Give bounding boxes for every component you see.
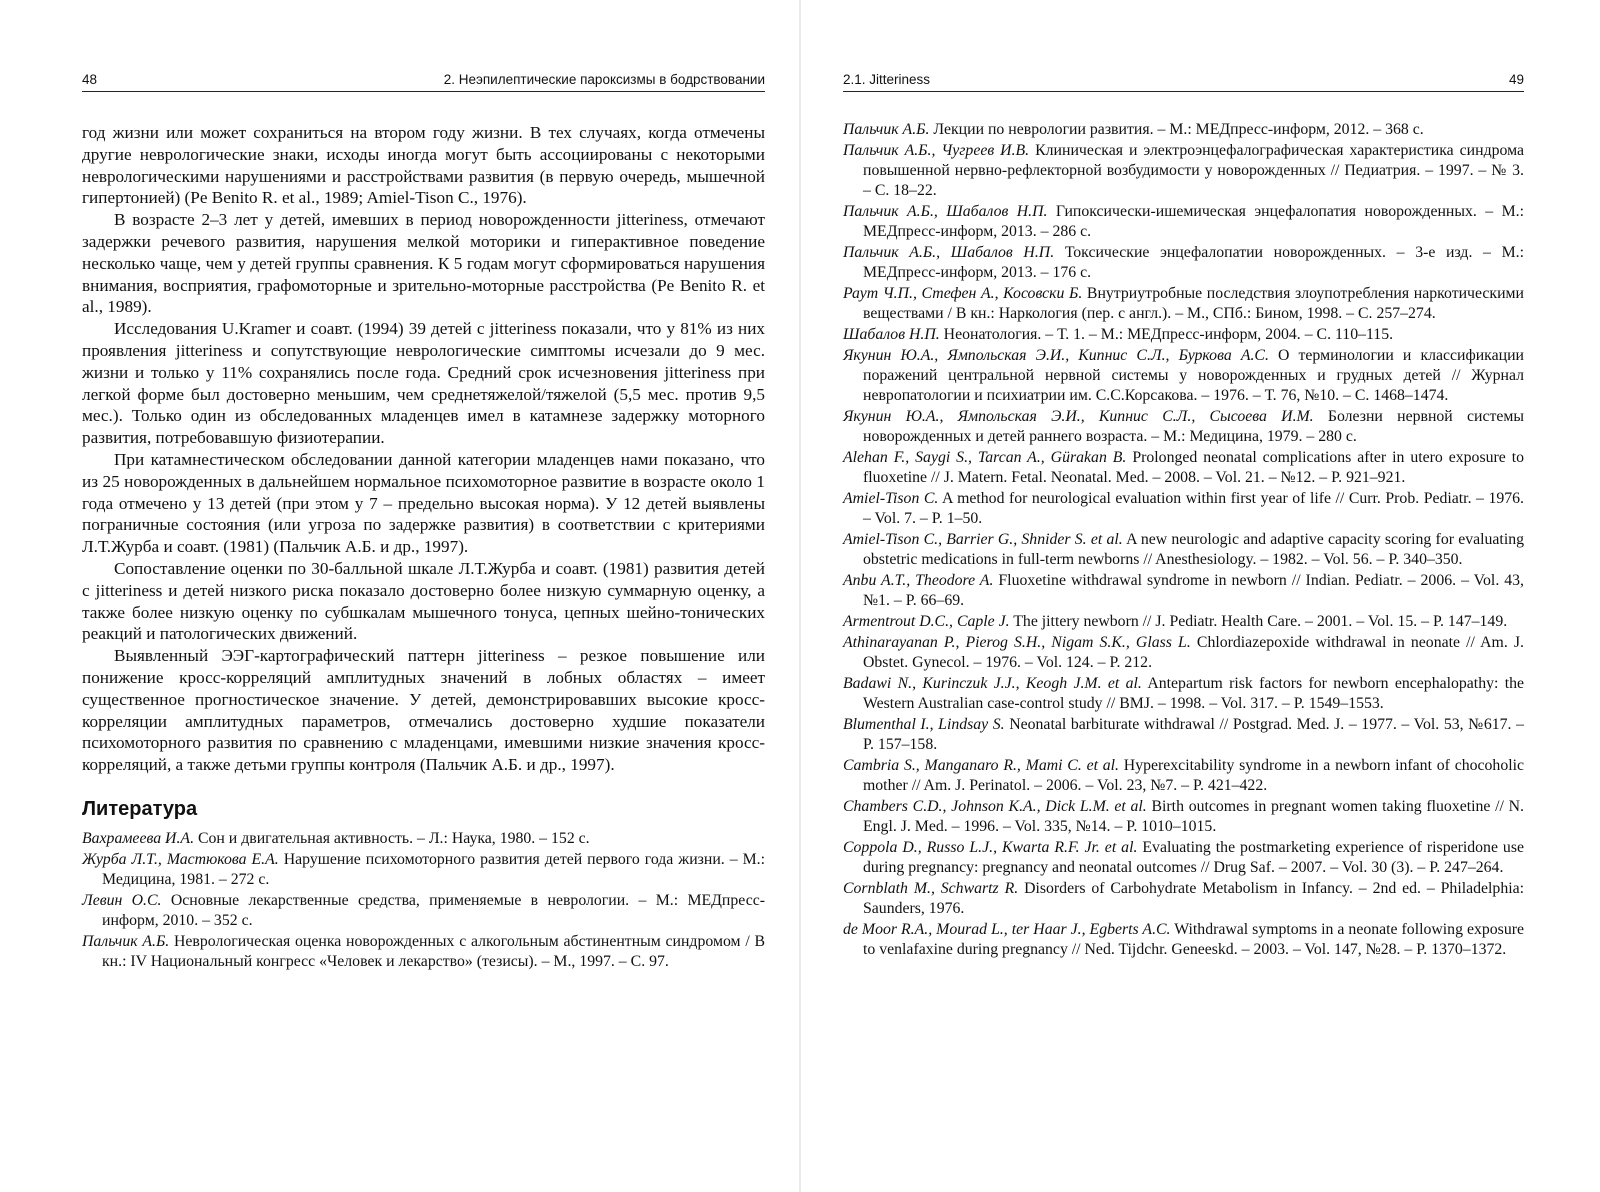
- reference-item: [82, 850, 765, 890]
- reference-item: [843, 141, 1524, 201]
- reference-text: Токсические энцефалопатии новорожденных. – 3-е изд. – М.: МЕДпресс-информ, 2013. – 176 с.: [863, 244, 1524, 281]
- reference-text: О терминологии и классификации поражений центральной нервной системы у новорожденных и грудных детей // Журнал невропатологии и психиатрии им. С.С.Корсакова. – 1976. – Т. 76, №10. – С. 1468–1474.: [863, 347, 1524, 404]
- reference-text: Antepartum risk factors for newborn encephalopathy: the Western Australian case-control study // BMJ. – 1998. – Vol. 317. – P. 1549–1553.: [863, 675, 1525, 712]
- reference-authors: de Moor R.A., Mourad L., ter Haar J., Egberts A.C.: [843, 921, 1171, 938]
- reference-authors: Якунин Ю.А., Ямпольская Э.И., Кипнис С.Л., Буркова А.С.: [843, 347, 1269, 364]
- reference-authors: Armentrout D.C., Caple J.: [843, 613, 1010, 630]
- reference-text: Neonatal barbiturate withdrawal // Postgrad. Med. J. – 1977. – Vol. 53, №617. – P. 157–158.: [863, 716, 1524, 753]
- page-number: 48: [82, 72, 98, 87]
- reference-text: Prolonged neonatal complications after in utero exposure to fluoxetine // J. Matern. Fetal. Neonatal. Med. – 2008. – Vol. 21. – №12. – P. 921–921.: [863, 449, 1525, 486]
- reference-item: [843, 838, 1524, 878]
- running-title: 2.1. Jitteriness: [843, 72, 931, 87]
- reference-item: [843, 202, 1524, 242]
- reference-text: Лекции по неврологии развития. – М.: МЕДпресс-информ, 2012. – 368 с.: [933, 121, 1424, 138]
- reference-item: [843, 756, 1524, 796]
- reference-item: [82, 932, 765, 972]
- reference-item: [843, 571, 1524, 611]
- reference-text: Болезни нервной системы новорожденных и детей раннего возраста. – М.: Медицина, 1979. – 280 с.: [863, 408, 1524, 445]
- paragraph: Сопоставление оценки по 30-балльной шкале Л.Т.Журба и соавт. (1981) развития детей с jitteriness и детей низкого риска показало достоверно более низкую суммарную оценку, а также более низкую оценку по субшкалам мышечного тонуса, цепных шейно-тонических реакций и патологических движений.: [82, 558, 765, 644]
- reference-text: Внутриутробные последствия злоупотребления наркотическими веществами / В кн.: Наркология (пер. с англ.). – М., СПб.: Бином, 1998. – С. 257–274.: [863, 285, 1524, 322]
- reference-item: [843, 797, 1524, 837]
- page-number: 49: [1508, 72, 1524, 87]
- reference-item: [843, 325, 1524, 345]
- reference-item: [843, 407, 1524, 447]
- reference-item: [82, 829, 765, 849]
- reference-authors: Пальчик А.Б.: [843, 121, 930, 138]
- literature-heading: Литература: [82, 797, 198, 820]
- reference-item: [843, 489, 1524, 529]
- reference-authors: Раут Ч.П., Стефен А., Косовски Б.: [843, 285, 1083, 302]
- reference-authors: Athinarayanan P., Pierog S.H., Nigam S.K., Glass L.: [843, 634, 1191, 651]
- reference-authors: Coppola D., Russo L.J., Kwarta R.F. Jr. et al.: [843, 839, 1138, 856]
- right-page: [843, 72, 1524, 961]
- reference-item: [843, 243, 1524, 283]
- reference-text: Fluoxetine withdrawal syndrome in newborn // Indian. Pediatr. – 2006. – Vol. 43, №1. – P. 66–69.: [863, 572, 1524, 609]
- reference-text: Гипоксически-ишемическая энцефалопатия новорожденных. – М.: МЕДпресс-информ, 2013. – 286 с.: [863, 203, 1524, 240]
- reference-text: A new neurologic and adaptive capacity scoring for evaluating obstetric medications in full-term newborns // Anesthesiology. – 1982. – Vol. 56. – P. 340–350.: [863, 531, 1524, 568]
- reference-text: Withdrawal symptoms in a neonate following exposure to venlafaxine during pregnancy // Ned. Tijdchr. Geneeskd. – 2003. – Vol. 147, №28. – P. 1370–1372.: [863, 921, 1524, 958]
- reference-list: [843, 120, 1524, 960]
- reference-item: [843, 120, 1524, 140]
- reference-item: [843, 879, 1524, 919]
- reference-item: [843, 920, 1524, 960]
- reference-authors: Шабалов Н.П.: [843, 326, 940, 343]
- reference-authors: Журба Л.Т., Мастюкова Е.А.: [82, 850, 279, 868]
- reference-authors: Blumenthal I., Lindsay S.: [843, 716, 1005, 733]
- reference-authors: Пальчик А.Б., Шабалов Н.П.: [843, 244, 1055, 261]
- reference-authors: Пальчик А.Б.: [82, 932, 170, 950]
- reference-list: [82, 829, 765, 972]
- paragraph: Исследования U.Kramer и соавт. (1994) 39 детей с jitteriness показали, что у 81% из них проявления jitteriness и сопутствующие неврологические симптомы исчезали до 9 мес. жизни и только у 11% сохранялись после года. Средний срок исчезновения jitteriness при легкой форме был достоверно меньшим, чем среднетяжелой/тяжелой (5,5 мес. против 9,5 мес.). Только один из обследованных младенцев имел в катамнезе задержку моторного развития, потребовавшую физиотерапии.: [82, 319, 765, 448]
- reference-text: Нарушение психомоторного развития детей первого года жизни. – М.: Медицина, 1981. – 272 с.: [102, 850, 765, 888]
- reference-text: Основные лекарственные средства, применяемые в неврологии. – М.: МЕДпресс-информ, 2010. – 352 с.: [102, 891, 765, 929]
- paragraph: При катамнестическом обследовании данной категории младенцев нами показано, что из 25 новорожденных в дальнейшем нормальное психомоторное развитие в возрасте около 1 года отмечено у 13 детей (при этом у 7 – предельно высокая норма). У 12 детей выявлены пограничные состояния (или угроза по задержке развития) в соответствии с критериями Л.Т.Журба и соавт. (1981) (Пальчик А.Б. и др., 1997).: [82, 449, 765, 557]
- reference-authors: Amiel-Tison C.: [843, 490, 939, 507]
- reference-item: [843, 284, 1524, 324]
- reference-text: Hyperexcitability syndrome in a newborn infant of chocoholic mother // Am. J. Perinatol. – 2006. – Vol. 23, №7. – P. 421–422.: [863, 757, 1525, 794]
- reference-item: [843, 612, 1524, 632]
- reference-text: Клиническая и электроэнцефалографическая характеристика синдрома повышенной нервно-рефлекторной возбудимости у новорожденных // Педиатрия. – 1997. – № 3. – С. 18–22.: [863, 142, 1524, 199]
- reference-item: [843, 530, 1524, 570]
- reference-authors: Якунин Ю.А., Ямпольская Э.И., Кипнис С.Л., Сысоева И.М.: [843, 408, 1314, 425]
- reference-authors: Cornblath M., Schwartz R.: [843, 880, 1019, 897]
- reference-text: Evaluating the postmarketing experience of risperidone use during pregnancy: pregnancy and neonatal outcomes // Drug Saf. – 2007. – Vol. 30 (3). – P. 247–264.: [863, 839, 1524, 876]
- reference-authors: Chambers C.D., Johnson K.A., Dick L.M. et al.: [843, 798, 1147, 815]
- reference-authors: Anbu A.T., Theodore A.: [843, 572, 994, 589]
- reference-text: Chlordiazepoxide withdrawal in neonate // Am. J. Obstet. Gynecol. – 1976. – Vol. 124. – P. 212.: [863, 634, 1524, 671]
- reference-text: Сон и двигательная активность. – Л.: Наука, 1980. – 152 с.: [197, 829, 590, 847]
- reference-authors: Пальчик А.Б., Чугреев И.В.: [843, 142, 1030, 159]
- body-text: [82, 122, 765, 776]
- reference-text: Неонатология. – Т. 1. – М.: МЕДпресс-информ, 2004. – С. 110–115.: [943, 326, 1394, 343]
- paragraph: Выявленный ЭЭГ-картографический паттерн jitteriness – резкое повышение или понижение кросс-корреляций амплитудных значений в лобных областях – имеет существенное прогностическое значение. У детей, демонстрировавших высокие кросс-корреляции амплитудных параметров, отмечались достоверно худшие показатели психомоторного развития по сравнению с младенцами, имевшими низкие значения кросс-корреляций, а также детьми группы контроля (Пальчик А.Б. и др., 1997).: [82, 646, 765, 775]
- reference-text: Birth outcomes in pregnant women taking fluoxetine // N. Engl. J. Med. – 1996. – Vol. 335, №14. – P. 1010–1015.: [863, 798, 1524, 835]
- reference-authors: Badawi N., Kurinczuk J.J., Keogh J.M. et al.: [843, 675, 1142, 692]
- reference-item: [843, 448, 1524, 488]
- reference-authors: Amiel-Tison C., Barrier G., Shnider S. et al.: [843, 531, 1123, 548]
- reference-text: A method for neurological evaluation within first year of life // Curr. Prob. Pediatr. – 1976. – Vol. 7. – P. 1–50.: [863, 490, 1525, 527]
- reference-text: Disorders of Carbohydrate Metabolism in Infancy. – 2nd ed. – Philadelphia: Saunders, 1976.: [863, 880, 1525, 917]
- paragraph: год жизни или может сохраниться на втором году жизни. В тех случаях, когда отмечены другие неврологические знаки, исходы иногда могут быть ассоциированы с некоторыми неврологическими нарушениями и расстройствами развития (в первую очередь, мышечной гипертонией) (Pe Benito R. et al., 1989; Amiel-Tison C., 1976).: [82, 123, 765, 208]
- reference-authors: Alehan F., Saygi S., Tarcan A., Gürakan B.: [843, 449, 1127, 466]
- reference-authors: Cambria S., Manganaro R., Mami C. et al.: [843, 757, 1119, 774]
- reference-item: [843, 346, 1524, 406]
- reference-authors: Вахрамеева И.А.: [82, 829, 195, 847]
- reference-text: Неврологическая оценка новорожденных с алкогольным абстинентным синдромом / В кн.: IV Национальный конгресс «Человек и лекарство» (тезисы). – М., 1997. – С. 97.: [102, 932, 766, 970]
- left-page: [82, 72, 765, 973]
- reference-item: [843, 633, 1524, 673]
- reference-text: The jittery newborn // J. Pediatr. Health Care. – 2001. – Vol. 15. – P. 147–149.: [1013, 613, 1508, 630]
- reference-authors: Пальчик А.Б., Шабалов Н.П.: [843, 203, 1048, 220]
- running-title: 2. Неэпилептические пароксизмы в бодрствовании: [443, 72, 765, 87]
- reference-authors: Левин О.С.: [82, 891, 162, 909]
- running-head-right: [843, 72, 1524, 92]
- reference-item: [843, 674, 1524, 714]
- running-head-left: [82, 72, 765, 92]
- book-gutter: [799, 0, 801, 1192]
- reference-item: [843, 715, 1524, 755]
- reference-item: [82, 891, 765, 931]
- paragraph: В возрасте 2–3 лет у детей, имевших в период новорожденности jitteriness, отмечают задержки речевого развития, нарушения мелкой моторики и гиперактивное поведение несколько чаще, чем у детей группы сравнения. К 5 годам могут сформироваться нарушения внимания, восприятия, графомоторные и зрительно-моторные расстройства (Pe Benito R. et al., 1989).: [82, 210, 765, 317]
